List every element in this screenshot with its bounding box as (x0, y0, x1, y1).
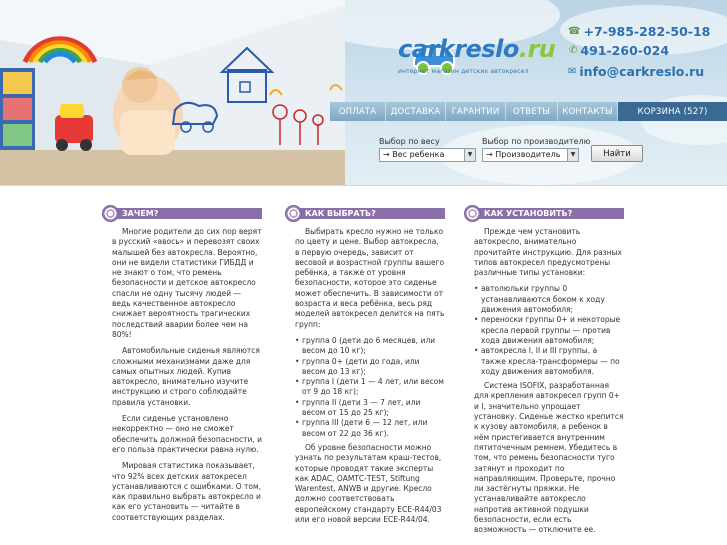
weight-select[interactable] (379, 148, 476, 162)
logo-tagline: интернет магазин детских автокресел (398, 68, 529, 75)
list-item: • автолюльки группы 0 устанавливаются боком к ходу движения автомобиля; (474, 284, 624, 315)
find-button[interactable]: Найти (591, 145, 643, 162)
list-item: • группа II (дети 3 — 7 лет, или весом от 15 до 25 кг); (295, 398, 445, 419)
maker-filter-label: Выбор по производителю (482, 137, 591, 146)
paragraph: Прежде чем установить автокресло, внимательно прочитайте инструкцию. Для разных типов автокресел предусмотрены различные типы установки: (474, 227, 622, 278)
phone-2-text: 491-260-024 (580, 43, 670, 58)
column-body (464, 227, 624, 536)
weight-filter-label: Выбор по весу (379, 137, 440, 146)
maker-select-value: → Производитель (486, 150, 561, 159)
nursery-scene (0, 0, 345, 185)
paragraph: Если сиденье установлено некорректно — оно не сможет обеспечить должной безопасности, и его польза практически равна нулю. (112, 414, 262, 454)
spiral-bullet-icon (285, 205, 302, 222)
column-body (102, 227, 262, 523)
column-body (285, 227, 445, 525)
phone-1-text: +7-985-282-50-18 (583, 24, 711, 39)
column-title: ЗАЧЕМ? (112, 208, 262, 219)
nav-item-contacts[interactable]: КОНТАКТЫ (558, 102, 618, 121)
column-header (102, 208, 262, 219)
paragraph: Выбирать кресло нужно не только по цвету и цене. Выбор автокресла, в первую очередь, зависит от весовой и возрастной группы вашего ребёнка, а также от уровня безопасности, которое это сиденье может обеспечить. В зависимости от возраста и веса ребёнка, весь ряд моделей автокресел делится на пять групп: (295, 227, 445, 329)
column-title: КАК УСТАНОВИТЬ? (474, 208, 624, 219)
contact-email[interactable] (568, 64, 704, 79)
list-item: • группа 0+ (дети до года, или весом до 13 кг); (295, 357, 445, 378)
logo-tld: .ru (518, 35, 556, 63)
chevron-down-icon[interactable]: ▼ (567, 149, 578, 161)
column-why (102, 208, 262, 529)
list-item: • группа 0 (дети до 6 месяцев, или весом до 10 кг); (295, 336, 445, 357)
nav-item-payment[interactable]: ОПЛАТА (330, 102, 386, 121)
mail-icon: ✉ (568, 66, 577, 77)
phone-icon: ✆ (569, 45, 578, 56)
paragraph: Об уровне безопасности можно узнать по результатам краш-тестов, которые проводят такие эксперты как ADAC, ОАМТС-TEST, Stiftung Warentest, ANWB и другие. Кресло должно соответствовать европейскому стандарту ECE-R44/03 или его новой версии ECE-R44/04. (295, 442, 442, 525)
main-nav (330, 102, 727, 121)
nav-item-guarantee[interactable]: ГАРАНТИИ (446, 102, 506, 121)
list-item: • группа I (дети 1 — 4 лет, или весом от 9 до 18 кг); (295, 377, 445, 398)
maker-select[interactable] (482, 148, 579, 162)
install-list (474, 284, 624, 377)
email-text: info@carkreslo.ru (579, 64, 705, 79)
chevron-down-icon[interactable]: ▼ (464, 149, 475, 161)
paragraph: Автомобильные сиденья являются сложными механизмами даже для самых опытных людей. Купив автокресло, внимательно изучите инструкцию и строго соблюдайте правила установки. (112, 346, 260, 407)
nav-item-answers[interactable]: ОТВЕТЫ (506, 102, 558, 121)
contact-phone-2[interactable] (569, 43, 669, 58)
paragraph: Система ISOFIX, разработанная для крепления автокресел групп 0+ и I, значительно упрощает установку. Сиденье жестко крепится к кузову автомобиля, а ребенок в нём пристегивается внутренним пятиточечным ремнем. Убедитесь в том, что ремень безопасности туго затянут и проходит по направляющим. Проверьте, прочно ли застёгнуты пряжки. Не устанавливайте автокресло напротив активной подушки безопасности, если есть возможность — отключите ее. (474, 381, 624, 535)
column-choose (285, 208, 445, 531)
list-item: • автокресла I, II и III группы, а также кресла-трансформеры — по ходу движения автомобиля. (474, 346, 624, 377)
phone-icon: ☎ (568, 26, 581, 37)
list-item: • переноски группы 0+ и некоторые кресла первой группы — против хода движения автомобиля; (474, 315, 624, 346)
nav-item-delivery[interactable]: ДОСТАВКА (386, 102, 446, 121)
paragraph: Многие родители до сих пор верят в русский «авось» и перевозят своих малышей без автокресла. Вероятно, они не видели статистики ГИБДД и не знают о том, что ремень безопасности и детское автокресло спасли не одну тысячу людей — ведь качественное автокресло снижает вероятность трагических последствий аварии более чем на 80%! (112, 227, 262, 339)
spiral-bullet-icon (464, 205, 481, 222)
column-install (464, 208, 624, 542)
logo-text[interactable] (398, 35, 555, 63)
weight-select-value: → Вес ребенка (383, 150, 445, 159)
paragraph: Мировая статистика показывает, что 92% всех детских автокресел устанавливаются с ошибками. О том, как правильно выбрать автокресло и как его установить — читайте в соответствующих разделах. (112, 461, 262, 522)
column-title: КАК ВЫБРАТЬ? (295, 208, 445, 219)
column-header (464, 208, 624, 219)
header (0, 0, 727, 185)
spiral-bullet-icon (102, 205, 119, 222)
nursery-illustration (0, 0, 345, 185)
header-divider (0, 185, 727, 186)
list-item: • группа III (дети 6 — 12 лет, или весом от 22 до 36 кг). (295, 418, 445, 439)
contact-phone-1[interactable] (568, 24, 710, 39)
column-header (285, 208, 445, 219)
logo-main: carkreslo (398, 35, 519, 63)
nav-item-cart[interactable]: КОРЗИНА (527) (618, 102, 727, 121)
group-list (295, 336, 445, 439)
